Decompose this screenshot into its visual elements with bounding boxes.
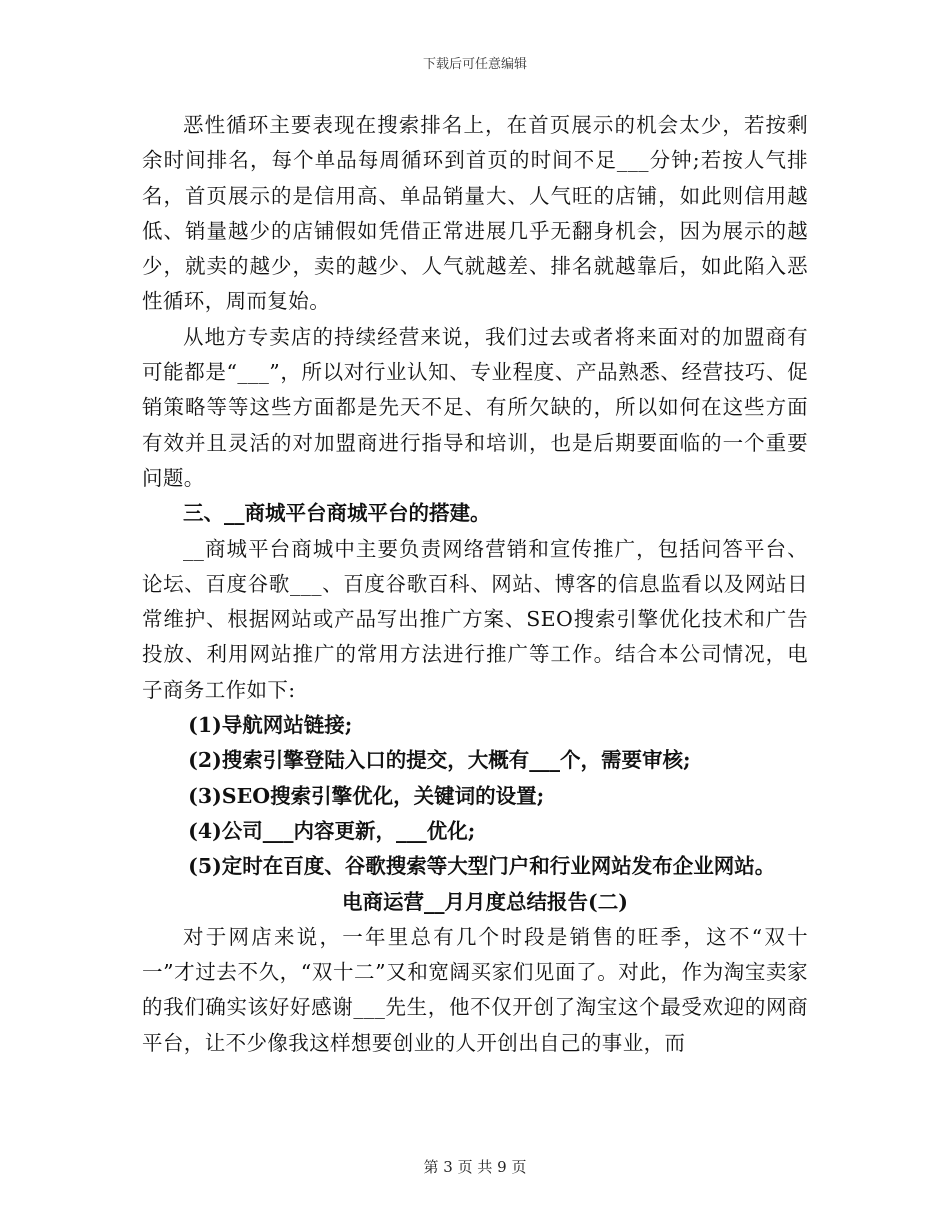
paragraph-vicious-cycle: 恶性循环主要表现在搜索排名上，在首页展示的机会太少，若按剩余时间排名，每个单品每周循环到首页的时间不足___分钟;若按人气排名，首页展示的是信用高、单品销量大、人气旺的店铺，如此则信用越低、销量越少的店铺假如凭借正常进展几乎无翻身机会，因为展示的越少，就卖的越少，卖的越少、人气就越差、排名就越靠后，如此陷入恶性循环，周而复始。 (142, 113, 808, 314)
report-title: 电商运营__月月度总结报告(二) (342, 889, 628, 914)
list-item-1: (1)导航网站链接; (188, 713, 353, 738)
paragraph-mall-platform: __商城平台商城中主要负责网络营销和宣传推广，包括问答平台、论坛、百度谷歌___、百度谷歌百科、网站、博客的信息监看以及网站日常维护、根据网站或产品写出推广方案、SEO搜索引擎优化技术和广告投放、利用网站推广的常用方法进行推广等工作。结合本公司情况，电子商务工作如下: (142, 536, 808, 702)
list-item-3: (3)SEO搜索引擎优化，关键词的设置; (188, 783, 545, 808)
paragraph-online-shop: 对于网店来说，一年里总有几个时段是销售的旺季，这不“双十一”才过去不久，“双十二”又和宽阔买家们见面了。对此，作为淘宝卖家的我们确实该好好感谢___先生，他不仅开创了淘宝这个最受欢迎的网商平台，让不少像我这样想要创业的人开创出自己的事业，而 (142, 924, 808, 1055)
document-body (142, 108, 808, 1061)
list-item-4: (4)公司___内容更新，___优化; (188, 818, 476, 843)
header-note: 下载后可任意编辑 (422, 57, 527, 72)
list-item-5: (5)定时在百度、谷歌搜索等大型门户和行业网站发布企业网站。 (188, 854, 776, 879)
page-number: 第 3 页 共 9 页 (423, 1158, 527, 1176)
section-heading-mall-platform: 三、__商城平台商城平台的搭建。 (183, 501, 491, 526)
paragraph-franchisee: 从地方专卖店的持续经营来说，我们过去或者将来面对的加盟商有可能都是“___”，所以对行业认知、专业程度、产品熟悉、经营技巧、促销策略等等这些方面都是先天不足、有所欠缺的，所以如何在这些方面有效并且灵活的对加盟商进行指导和培训，也是后期要面临的一个重要问题。 (142, 324, 808, 490)
list-item-2: (2)搜索引擎登陆入口的提交，大概有___个，需要审核; (188, 748, 691, 773)
